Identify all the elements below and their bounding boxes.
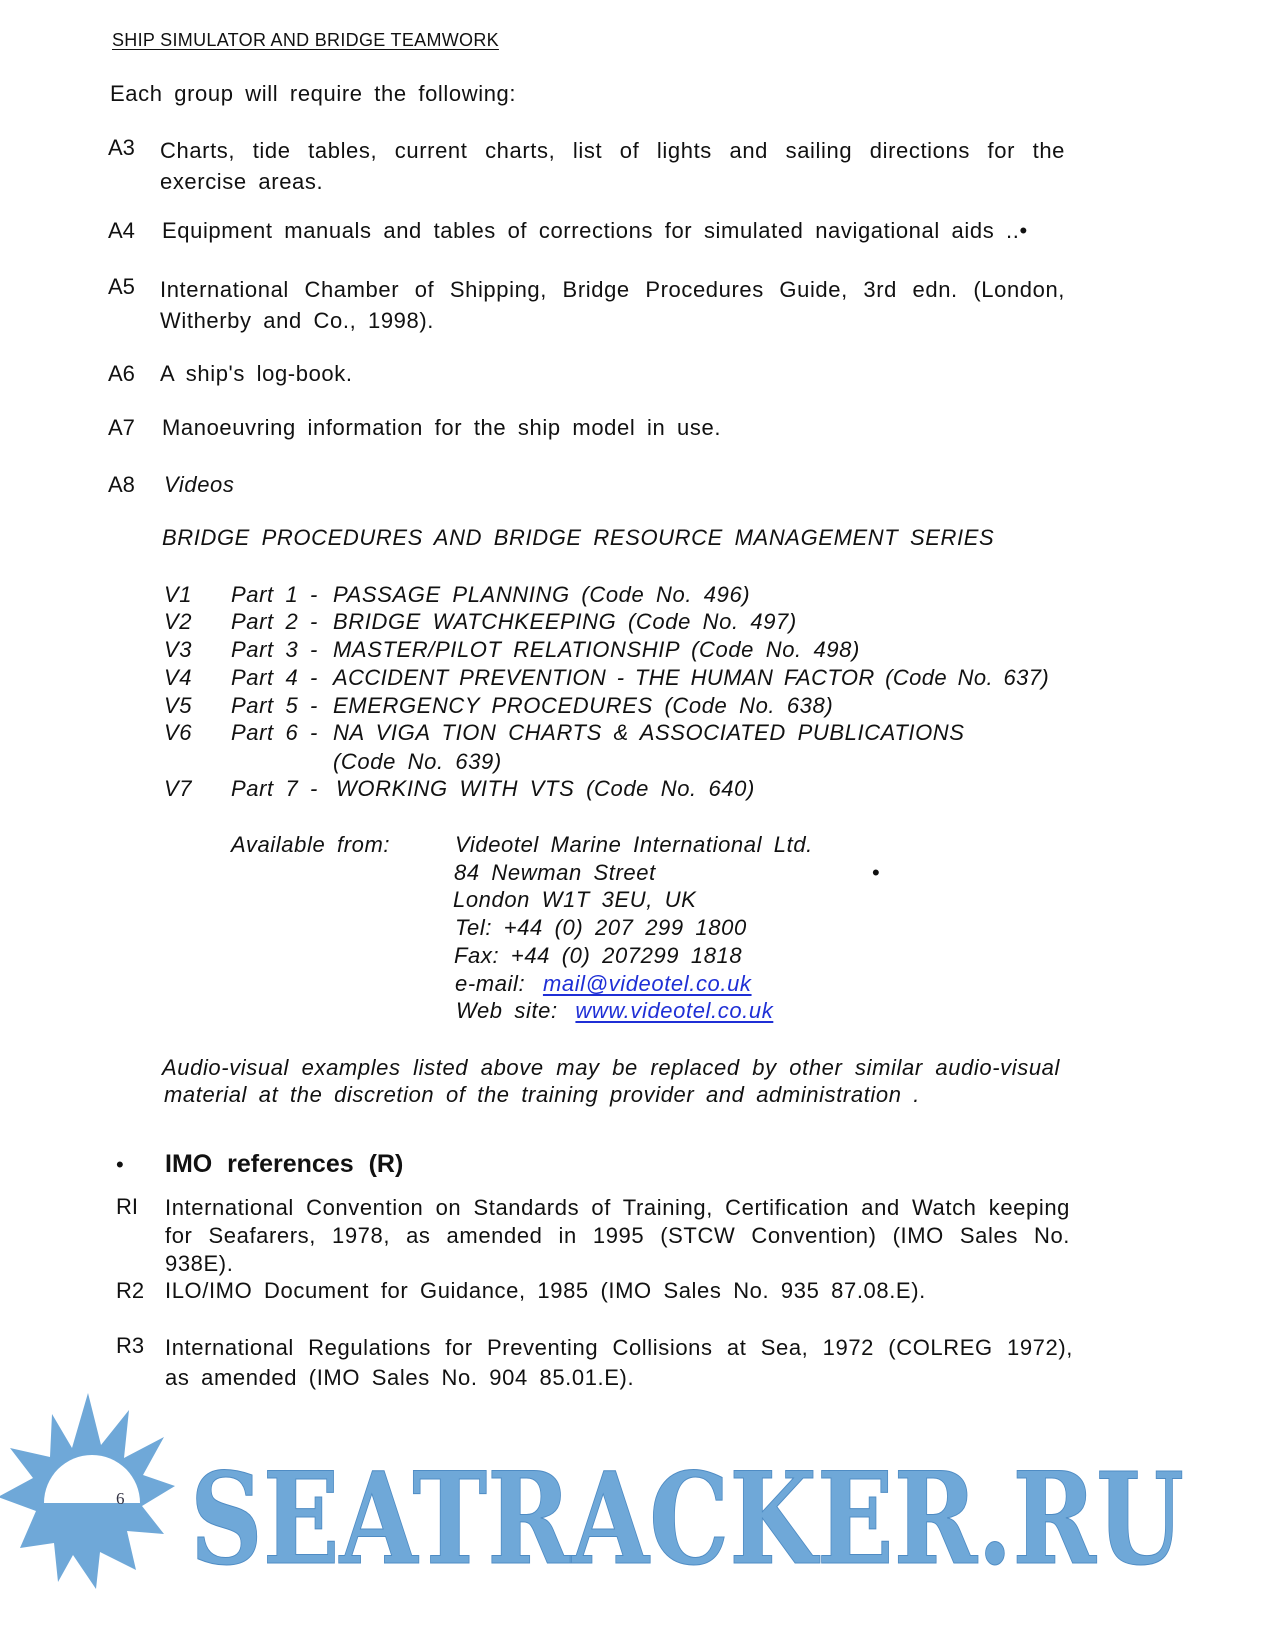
item-a5-text: International Chamber of Shipping, Bridge Procedures Guide, 3rd edn. (London, Witherby and Co., 1998).: [160, 277, 1065, 333]
video-part: Part 2 -: [231, 609, 318, 634]
web-link[interactable]: www.videotel.co.uk: [575, 998, 774, 1023]
item-r1-text: International Convention on Standards of Training, Certification and Watch keeping for Seafarers, 1978, as amended in 1995 (STCW Convention) (IMO Sales No. 938E).: [165, 1195, 1070, 1276]
item-a7-label: A7: [108, 415, 135, 440]
item-r3-label: R3: [116, 1333, 145, 1358]
page-number: 6: [116, 1489, 125, 1508]
video-title: WORKING WITH VTS (Code No. 640): [336, 776, 755, 801]
intro-text: Each group will require the following:: [110, 81, 517, 106]
video-title: NA VIGA TION CHARTS & ASSOCIATED PUBLICATIONS: [333, 720, 965, 745]
item-a5-label: A5: [108, 274, 135, 299]
email-link[interactable]: mail@videotel.co.uk: [542, 971, 752, 996]
video-title: PASSAGE PLANNING (Code No. 496): [333, 582, 751, 607]
video-title: BRIDGE WATCHKEEPING (Code No. 497): [333, 609, 797, 634]
email-label: e-mail:: [455, 971, 526, 996]
video-id: V1: [164, 582, 193, 607]
imo-references-heading: IMO references (R): [165, 1150, 404, 1178]
item-a3-text: Charts, tide tables, current charts, list of lights and sailing directions for the exercise areas.: [160, 138, 1065, 194]
item-a7-text: Manoeuvring information for the ship model in use.: [162, 415, 722, 440]
item-r2-label: R2: [116, 1278, 145, 1303]
supplier-web-row: [456, 998, 773, 1024]
item-r3-text: International Regulations for Preventing Collisions at Sea, 1972 (COLREG 1972), as amended (IMO Sales No. 904 85.01.E).: [165, 1335, 1073, 1390]
item-a8-text: Videos: [164, 472, 235, 497]
video-id: V3: [164, 637, 193, 662]
video-title-continued: (Code No. 639): [333, 749, 502, 774]
item-a4-label: A4: [108, 218, 135, 243]
section-bullet: •: [116, 1152, 124, 1177]
video-part: Part 5 -: [231, 693, 318, 718]
item-r1-label: RI: [116, 1194, 138, 1219]
video-part: Part 3 -: [231, 637, 318, 662]
video-id: V4: [164, 665, 193, 690]
watermark-graphic: [0, 1385, 1262, 1645]
supplier-tel: Tel: +44 (0) 207 299 1800: [455, 915, 747, 940]
video-part: Part 4 -: [231, 665, 318, 690]
video-id: V5: [164, 693, 193, 718]
video-part: Part 1 -: [231, 582, 318, 607]
item-a6-label: A6: [108, 361, 135, 386]
item-a4-text: Equipment manuals and tables of corrections for simulated navigational aids ..•: [162, 218, 1028, 243]
available-from-label: Available from:: [231, 832, 391, 857]
page-header: SHIP SIMULATOR AND BRIDGE TEAMWORK: [112, 30, 499, 50]
item-a6-text: A ship's log-book.: [160, 361, 353, 386]
video-id: V2: [164, 609, 193, 634]
watermark-text: SEATRACKER.RU: [190, 1445, 1184, 1593]
video-series-title: BRIDGE PROCEDURES AND BRIDGE RESOURCE MANAGEMENT SERIES: [162, 525, 995, 550]
video-part: Part 6 -: [231, 720, 318, 745]
item-r2-text: ILO/IMO Document for Guidance, 1985 (IMO Sales No. 935 87.08.E).: [165, 1278, 926, 1303]
supplier-fax: Fax: +44 (0) 207299 1818: [454, 943, 743, 968]
web-label: Web site:: [456, 998, 558, 1023]
av-note-line1: Audio-visual examples listed above may be replaced by other similar audio-visual: [162, 1055, 1060, 1080]
stray-mark: •: [872, 860, 881, 885]
supplier-city: London W1T 3EU, UK: [453, 887, 697, 912]
item-a3-label: A3: [108, 135, 135, 160]
video-title: ACCIDENT PREVENTION - THE HUMAN FACTOR (Code No. 637): [333, 665, 1050, 690]
video-id: V6: [164, 720, 193, 745]
supplier-email-row: [455, 971, 752, 997]
video-title: EMERGENCY PROCEDURES (Code No. 638): [333, 693, 834, 718]
item-a8-label: A8: [108, 472, 135, 497]
supplier-street: 84 Newman Street: [454, 860, 656, 885]
video-title: MASTER/PILOT RELATIONSHIP (Code No. 498): [333, 637, 860, 662]
supplier-company: Videotel Marine International Ltd.: [455, 832, 813, 857]
video-part: Part 7 -: [231, 776, 318, 801]
av-note-line2: material at the discretion of the training provider and administration .: [164, 1082, 920, 1107]
video-id: V7: [164, 776, 193, 801]
